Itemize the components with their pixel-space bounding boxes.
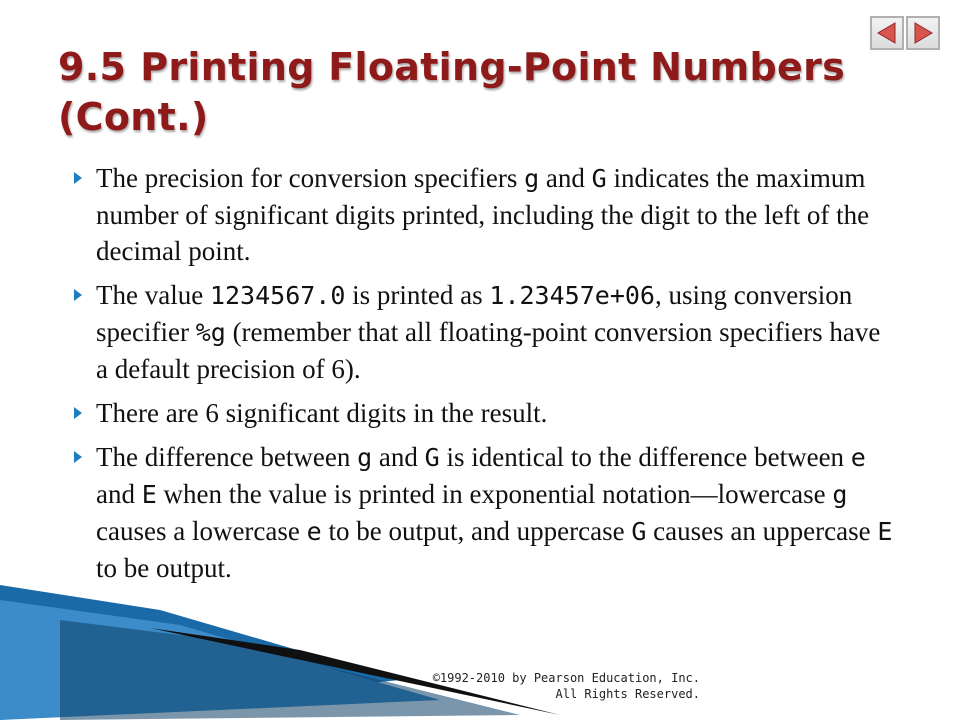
left-triangle-icon <box>875 21 899 45</box>
bullet-arrow-icon <box>74 451 82 463</box>
right-triangle-icon <box>911 21 935 45</box>
bullet-item: The precision for conversion specifiers g and G indicates the maximum number of significant digits printed, including the digit to the left of the decimal point. <box>74 160 894 269</box>
slide-title-number: 9.5 <box>58 45 127 89</box>
inline-code: E <box>877 517 893 546</box>
inline-code: 1234567.0 <box>209 281 346 310</box>
bullet-list <box>74 160 894 594</box>
previous-slide-button[interactable] <box>870 16 904 50</box>
inline-code: %g <box>195 318 226 347</box>
slide-navigation <box>870 16 940 50</box>
copyright-line: ©1992-2010 by Pearson Education, Inc. <box>432 671 700 685</box>
bullet-arrow-icon <box>74 289 82 301</box>
copyright-notice <box>420 670 700 702</box>
bullet-arrow-icon <box>74 407 82 419</box>
inline-code: g <box>832 480 848 509</box>
slide-title-text: Printing Floating-Point Numbers (Cont.) <box>58 45 846 139</box>
inline-code: G <box>424 443 440 472</box>
inline-code: e <box>306 517 322 546</box>
bullet-item: The difference between g and G is identical to the difference between e and E when the value is printed in exponential notation—lowercase g causes a lowercase e to be output, and uppercase G causes an uppercase E to be output. <box>74 439 894 586</box>
copyright-line: All Rights Reserved. <box>555 687 700 701</box>
next-slide-button[interactable] <box>906 16 940 50</box>
inline-code: E <box>141 480 157 509</box>
slide-title <box>58 42 858 142</box>
bullet-item: There are 6 significant digits in the result. <box>74 395 894 431</box>
inline-code: G <box>591 164 607 193</box>
inline-code: g <box>524 164 540 193</box>
inline-code: 1.23457e+06 <box>489 281 655 310</box>
bullet-item: The value 1234567.0 is printed as 1.23457e+06, using conversion specifier %g (remember that all floating-point conversion specifiers have a default precision of 6). <box>74 277 894 387</box>
inline-code: G <box>631 517 647 546</box>
inline-code: g <box>357 443 373 472</box>
inline-code: e <box>850 443 866 472</box>
bullet-arrow-icon <box>74 172 82 184</box>
